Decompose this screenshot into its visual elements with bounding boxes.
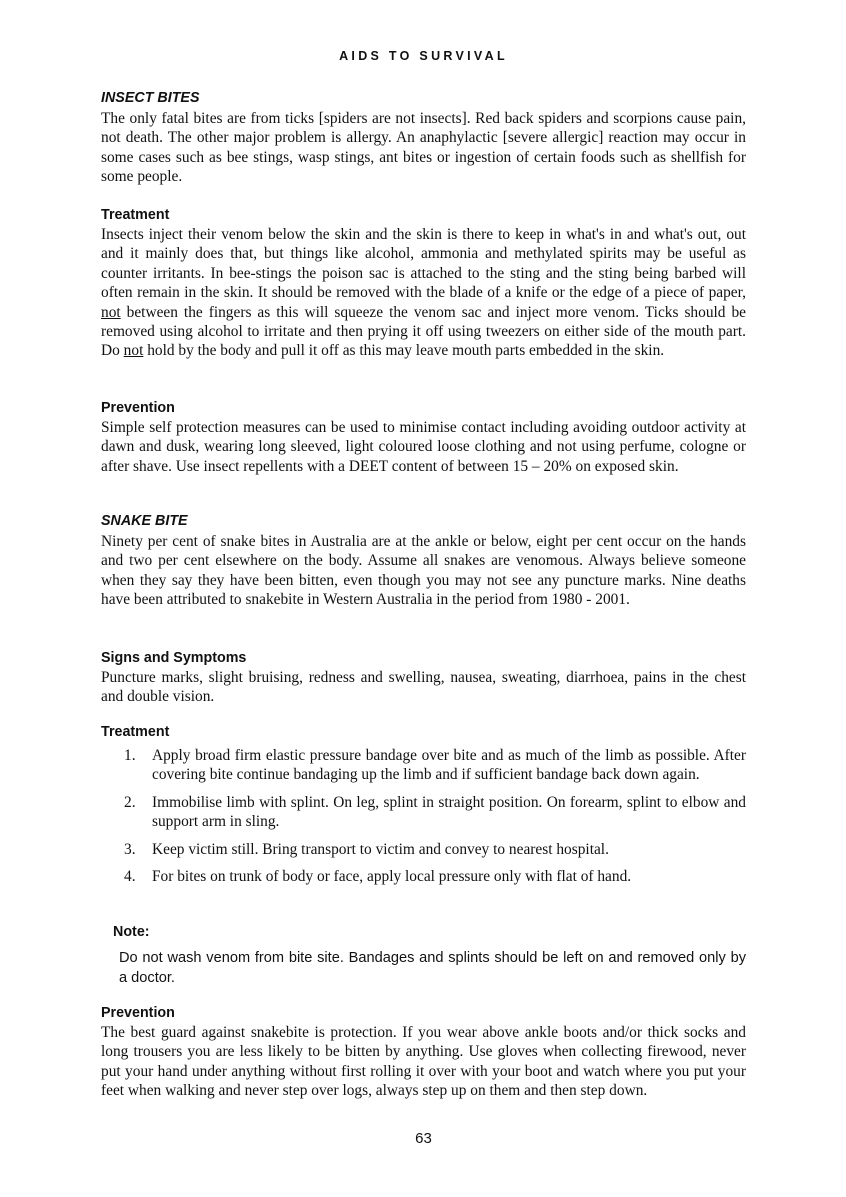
section-snake-bite bbox=[101, 512, 746, 610]
note-box bbox=[113, 923, 746, 988]
insect-treatment-emphasis-2: not bbox=[123, 342, 144, 360]
snake-treatment-steps bbox=[101, 746, 746, 886]
snake-prevention-heading: Prevention bbox=[101, 1005, 175, 1021]
note-label: Note: bbox=[113, 924, 150, 940]
snake-signs-heading: Signs and Symptoms bbox=[101, 650, 247, 666]
snake-prevention bbox=[101, 1004, 746, 1101]
treatment-step bbox=[101, 840, 746, 859]
insect-treatment-part3: hold by the body and pull it off as this may leave mouth parts embedded in the skin. bbox=[143, 342, 665, 360]
insect-prevention bbox=[101, 399, 746, 476]
treatment-step bbox=[101, 793, 746, 832]
note-text: Do not wash venom from bite site. Bandages and splints should be left on and removed only by a doctor. bbox=[119, 950, 746, 986]
step-text: Apply broad firm elastic pressure bandage over bite and as much of the limb as possible. After covering bite continue bandaging up the limb and if sufficient bandage back down again. bbox=[152, 747, 746, 784]
page-number: 63 bbox=[415, 1130, 432, 1147]
snake-signs-text: Puncture marks, slight bruising, redness and swelling, nausea, sweating, diarrhoea, pains in the chest and double vision. bbox=[101, 669, 746, 706]
insect-bites-intro: The only fatal bites are from ticks [spiders are not insects]. Red back spiders and scorpions cause pain, not death. The other major problem is allergy. An anaphylactic [severe allergic] reaction may occur in some cases such as bee stings, wasp stings, ant bites or ingestion of certain foods such as shellfish for some people. bbox=[101, 110, 746, 186]
section-title-insect-bites: INSECT BITES bbox=[101, 90, 200, 106]
insect-treatment-part2: between the fingers as this will squeeze the venom sac and inject more venom. Ticks should be removed using alcohol to irritate and then prying it off using tweezers on either side of the mouth part. Do bbox=[101, 303, 746, 360]
insect-treatment bbox=[101, 206, 746, 361]
snake-prevention-text: The best guard against snakebite is protection. If you wear above ankle boots and/or thick socks and long trousers you are less likely to be bitten by anything. Use gloves when collecting firewood, never put your hand under anything without first rolling it over with your boot and watch where you put your feet when walking and never step over logs, always step up on them and then step down. bbox=[101, 1024, 746, 1100]
snake-signs bbox=[101, 649, 746, 707]
insect-treatment-heading: Treatment bbox=[101, 207, 170, 223]
insect-prevention-heading: Prevention bbox=[101, 400, 175, 416]
section-title-snake-bite: SNAKE BITE bbox=[101, 513, 188, 529]
insect-treatment-emphasis-1: not bbox=[101, 303, 121, 321]
running-header: AIDS TO SURVIVAL bbox=[339, 49, 508, 63]
treatment-step bbox=[101, 746, 746, 785]
step-number: 4. bbox=[124, 868, 136, 886]
snake-treatment bbox=[101, 723, 746, 886]
insect-prevention-text: Simple self protection measures can be used to minimise contact including avoiding outdoor activity at dawn and dusk, wearing long sleeved, light coloured loose clothing and not using perfume, cologne or after shave. Use insect repellents with a DEET content of between 15 – 20% on exposed skin. bbox=[101, 419, 746, 475]
snake-treatment-heading: Treatment bbox=[101, 724, 170, 740]
step-number: 2. bbox=[124, 793, 136, 811]
step-number: 1. bbox=[124, 747, 136, 764]
treatment-step bbox=[101, 867, 746, 886]
section-insect-bites bbox=[101, 89, 746, 187]
snake-bite-intro: Ninety per cent of snake bites in Australia are at the ankle or below, eight per cent occur on the hands and two per cent elsewhere on the body. Assume all snakes are venomous. Always believe someone when they say they have been bitten, even though you may not see any puncture marks. Nine deaths have been attributed to snakebite in Western Australia in the period from 1980 - 2001. bbox=[101, 533, 746, 609]
step-text: For bites on trunk of body or face, apply local pressure only with flat of hand. bbox=[152, 868, 632, 886]
insect-treatment-text bbox=[101, 225, 746, 361]
step-text: Immobilise limb with splint. On leg, splint in straight position. On forearm, splint to elbow and support arm in sling. bbox=[152, 793, 746, 831]
insect-treatment-part1: Insects inject their venom below the skin and the skin is there to keep in what's in and what's out, out and it mainly does that, but things like alcohol, ammonia and methylated spirits may be useful as counter irritants. In bee-stings the poison sac is attached to the sting and the sting being barbed will often remain in the skin. It should be removed with the blade of a knife or the edge of a piece of paper, bbox=[101, 226, 746, 302]
step-text: Keep victim still. Bring transport to victim and convey to nearest hospital. bbox=[152, 840, 609, 858]
step-number: 3. bbox=[124, 840, 136, 858]
